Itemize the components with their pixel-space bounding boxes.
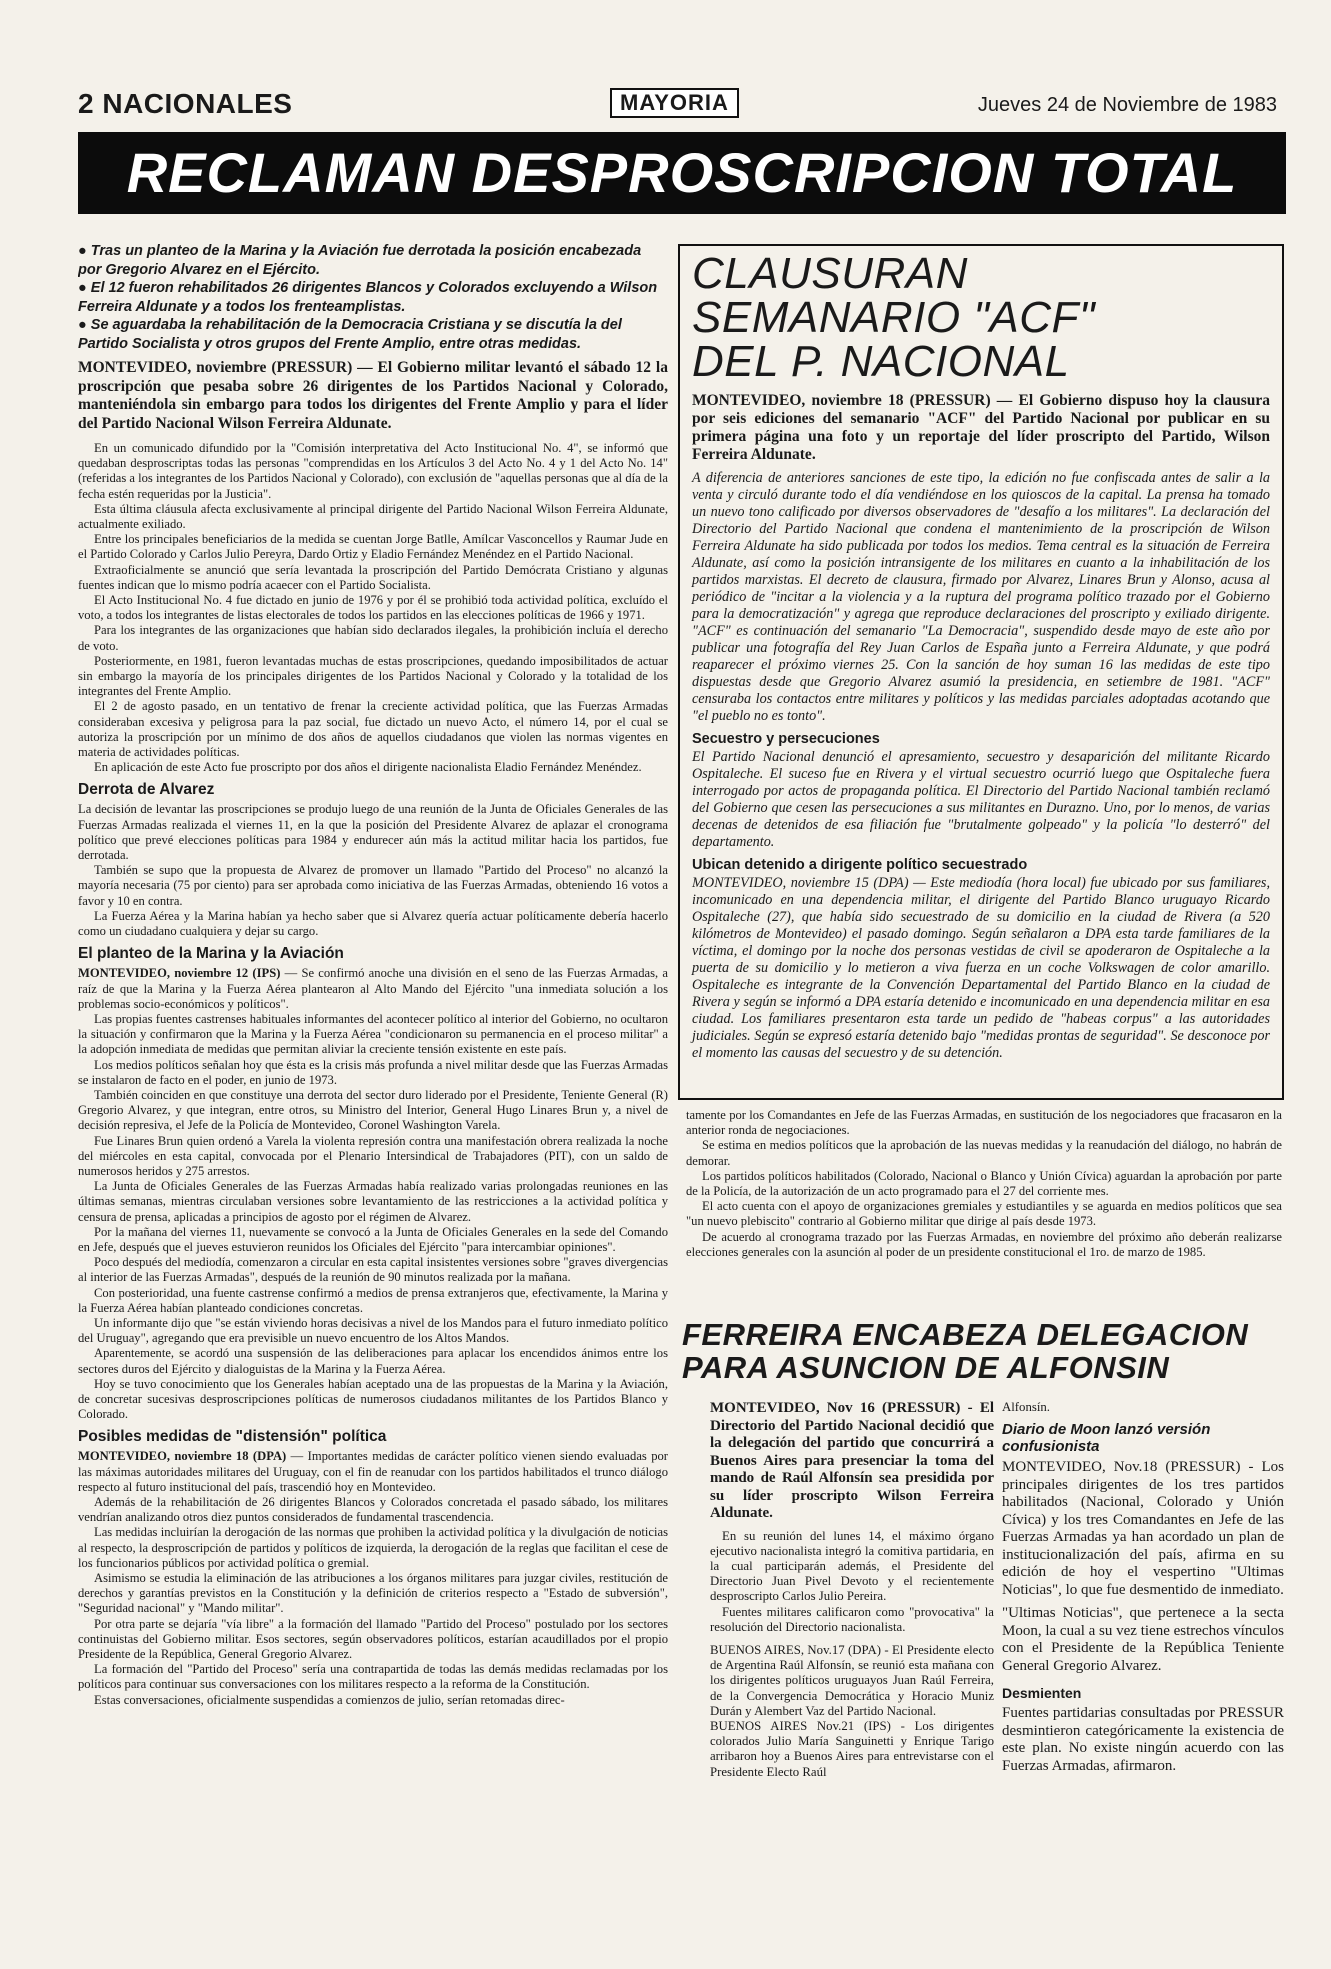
- paragraph: Hoy se tuvo conocimiento que los Generales habían aceptado una de las propuestas de la Marina y la Aviación, de concretar sucesivas desproscripciones políticas de numerosos ciudadanos militantes de los Partidos Blanco y Colorado.: [78, 1376, 668, 1422]
- paragraph: BUENOS AIRES Nov.21 (IPS) - Los dirigentes colorados Julio María Sanguinetti y Enrique Tarigo arribaron hoy a Buenos Aires para entrevistarse con el Presidente Electo Raúl: [710, 1718, 994, 1779]
- paragraph: El Partido Nacional denunció el apresamiento, secuestro y desaparición del militante Ricardo Ospitaleche. El suceso fue en Rivera y el virtual secuestro ocurrió luego que Ospitaleche fuera interrogado por actos de propaganda política. El Directorio del Partido Nacional también reclamó del Gobierno que cesen las persecuciones a sus militantes en Durazno. Uno, por lo menos, de varias decenas de detenidos de esa filiación fue "brutalmente golpeado" y la policía "lo desterró" del departamento.: [692, 749, 1270, 850]
- paragraph: También coinciden en que constituye una derrota del sector duro liderado por el Presidente, Teniente General (R) Gregorio Alvarez, y que integran, entre otros, su Ministro del Interior, General Hugo Linares Brun y, a nivel de decisión represiva, el Jefe de la Policía de Montevideo, Coronel Washington Varela.: [78, 1087, 668, 1133]
- paragraph: Fuentes militares calificaron como "provocativa" la resolución del Directorio nacionalista.: [710, 1604, 994, 1634]
- paragraph: Las propias fuentes castrenses habituales informantes del acontecer político al interior del Gobierno, no ocultaron la situación y confirmaron que la Marina y la Fuerza Aérea "condicionaron su permanencia en el proceso militar" a la adopción inmediata de medidas que permitan aliviar la creciente tensión existente en este país.: [78, 1011, 668, 1057]
- paragraph: Por la mañana del viernes 11, nuevamente se convocó a la Junta de Oficiales Generales en la sede del Comando en Jefe, después que el jueves estuvieron reunidos los Oficiales del Ejército "para intercambiar opiniones".: [78, 1224, 668, 1254]
- paragraph: Estas conversaciones, oficialmente suspendidas a comienzos de julio, serían retomadas direc-: [94, 1692, 565, 1707]
- summary-bullet: ● El 12 fueron rehabilitados 26 dirigentes Blancos y Colorados excluyendo a Wilson Ferreira Aldunate y a todos los frenteamplistas.: [78, 280, 658, 315]
- paragraph: Los medios políticos señalan hoy que ésta es la crisis más profunda a nivel militar desde que las Fuerzas Armadas se instalaron de facto en el poder, en junio de 1973.: [78, 1057, 668, 1087]
- article-continuation: [686, 1108, 1282, 1313]
- paragraph: Para los integrantes de las organizaciones que habían sido declarados ilegales, la prohibición incluía el derecho de voto.: [78, 623, 668, 653]
- banner-headline: RECLAMAN DESPROSCRIPCION TOTAL: [126, 141, 1238, 204]
- paragraph: En su reunión del lunes 14, el máximo órgano ejecutivo nacionalista integró la comitiva partidaria, en la cual participarán además, el Presidente del Directorio Juan Pivel Devoto y el recientemente desproscripto Carlos Julio Pereira.: [710, 1528, 994, 1604]
- bullet-icon: ●: [78, 317, 91, 333]
- acf-headline: CLAUSURAN SEMANARIO "ACF" DEL P. NACIONAL: [692, 249, 1096, 386]
- acf-lead: MONTEVIDEO, noviembre 18 (PRESSUR) — El Gobierno dispuso hoy la clausura por seis ediciones del semanario "ACF" del Partido Nacional por publicar en su primera página una foto y un reportaje del líder proscripto del Partido, Wilson Ferreira Aldunate.: [692, 392, 1270, 463]
- main-article: [78, 242, 668, 1932]
- paragraph: "Ultimas Noticias", que pertenece a la secta Moon, la cual a su vez tiene estrechos vínculos con el Presidente de la República Teniente General Gregorio Alvarez.: [1002, 1605, 1284, 1674]
- paragraph: La formación del "Partido del Proceso" sería una contrapartida de todas las demás medidas reclamadas por los políticos para continuar sus conversaciones con los militares respecto a la reforma de la Constitución.: [78, 1662, 668, 1692]
- subhead: Secuestro y persecuciones: [692, 731, 880, 747]
- paragraph: Con posterioridad, una fuente castrense confirmó a medios de prensa extranjeros que, efectivamente, la Marina y la Fuerza Aérea habían planteado condiciones concretas.: [78, 1285, 668, 1315]
- ferreira-column-1: [710, 1400, 994, 1930]
- paragraph: El Acto Institucional No. 4 fue dictado en junio de 1976 y por él se prohibió toda actividad política, excluído el voto, a todos los integrantes de listas electorales de todos los partidos en las elecciones políticas de 1966 y 1971.: [78, 593, 668, 623]
- subhead: Posibles medidas de "distensión" política: [78, 1428, 387, 1446]
- paragraph: En un comunicado difundido por la "Comisión interpretativa del Acto Institucional No. 4", se informó que quedaban desproscriptas todas las personas "comprendidas en los Artículos 3 del Acto No. 4 y 1 del Acto No. 14" (referidas a los integrantes de los Partidos Nacional y Colorado), con exclusión de "aquellas personas que al día de la fecha estén requeridas por la Justicia".: [78, 441, 668, 501]
- paragraph: Poco después del mediodía, comenzaron a circular en esta capital insistentes versiones sobre "graves divergencias al interior de las Fuerzas Armadas", después de la reunión de 90 minutos realizada por la mañana.: [78, 1255, 668, 1285]
- paragraph: La decisión de levantar las proscripciones se produjo luego de una reunión de la Junta de Oficiales Generales de las Fuerzas Armadas realizada el viernes 11, en la que la posición del Presidente Alvarez de aplazar el cronograma político que prevé elecciones políticas para 1984 y endurecer aún más la actitud militar hacia los partidos, fue derrotada.: [78, 802, 668, 863]
- subhead: Ubican detenido a dirigente político secuestrado: [692, 857, 1028, 873]
- paragraph: El 2 de agosto pasado, en un tentativo de frenar la creciente actividad política, que las Fuerzas Armadas consideraban excesiva y peligrosa para la paz social, fue dictado un nuevo Acto, el número 14, por el cual se autoriza la proscripción por un mínimo de dos años de aquellos ciudadanos que violen las normas vigentes en materia de actividades políticas.: [78, 699, 668, 760]
- paragraph: tamente por los Comandantes en Jefe de las Fuerzas Armadas, en sustitución de los negociadores que fracasaron en la anterior ronda de negociaciones.: [686, 1108, 1282, 1138]
- subhead: Derrota de Alvarez: [78, 781, 215, 799]
- paragraph: MONTEVIDEO, noviembre 18 (DPA) — Importantes medidas de carácter político vienen siendo evaluadas por las máximas autoridades militares del Uruguay, con el fin de reanudar con los partidos habilitados el trunco diálogo respecto al futuro institucional del país, trascendió hoy en Montevideo.: [78, 1449, 668, 1494]
- section-label: 2 NACIONALES: [78, 88, 293, 119]
- banner: [78, 132, 1286, 214]
- bullet-icon: ●: [78, 280, 91, 296]
- paragraph: Los partidos políticos habilitados (Colorado, Nacional o Blanco y Unión Cívica) aguardan la aprobación por parte de la Policía, de la autorización de un acto programado para el 27 del corriente mes.: [686, 1168, 1282, 1199]
- paragraph: Alfonsín.: [1002, 1400, 1050, 1414]
- paragraph: También se supo que la propuesta de Alvarez de promover un llamado "Partido del Proceso" no alcanzó la mayoría necesaria (75 por ciento) para ser aprobada como iniciativa de las Fuerzas Armadas, obteniendo 16 votos a favor y 10 en contra.: [78, 863, 668, 908]
- subhead: Desmienten: [1002, 1685, 1082, 1702]
- paragraph: MONTEVIDEO, noviembre 15 (DPA) — Este mediodía (hora local) fue ubicado por sus familiares, incomunicado en una dependencia militar, el dirigente del Partido Blanco uruguayo Ricardo Ospitaleche (27), que había sido secuestrado de su domicilio en la ciudad de Rivera (a 520 kilómetros de Montevideo) el pasado domingo. Según señalaron a DPA esta tarde familiares de la víctima, el domingo por la noche dos personas vestidas de civil se apoderaron de Ospitaleche a la puerta de su domicilio y lo metieron a viva fuerza en un coche Volkswagen de color amarillo. Ospitaleche es integrante de la Convención Departamental del Partido Blanco en la ciudad de Rivera y según se informó a DPA estaría detenido e incomunicado en una dependencia militar en esa ciudad. Los familiares presentaron esta tarde un pedido de "habeas corpus" a las autoridades judiciales. Según se expresó estaría detenido bajo "medidas prontas de seguridad". Se desconoce por el momento las causas del secuestro y de su detención.: [692, 875, 1270, 1061]
- acf-body: [692, 470, 1270, 1062]
- summary-bullets: [78, 242, 668, 353]
- article-lead: MONTEVIDEO, noviembre (PRESSUR) — El Gobierno militar levantó el sábado 12 la proscripción que pesaba sobre 26 dirigentes de los Partidos Nacional y Colorado, manteniéndola sin embargo para todos los dirigentes del Frente Amplio y para el líder del Partido Nacional Wilson Ferreira Aldunate.: [78, 359, 668, 432]
- paragraph: Esta última cláusula afecta exclusivamente al principal dirigente del Partido Nacional Wilson Ferreira Aldunate, actualmente exiliado.: [78, 501, 668, 532]
- paragraph: De acuerdo al cronograma trazado por las Fuerzas Armadas, en noviembre del próximo año deberán realizarse elecciones generales con la asunción al poder de un presidente constitucional el 1ro. de marzo de 1985.: [686, 1229, 1282, 1259]
- paragraph: Asimismo se estudia la eliminación de las atribuciones a los órganos militares para juzgar civiles, restitución de derechos y garantías previstos en la Constitución y la definición de criterios respecto a "Estado de subversión", "Seguridad nacional" y "Mando militar".: [78, 1571, 668, 1616]
- paragraph: Entre los principales beneficiarios de la medida se cuentan Jorge Batlle, Amílcar Vasconcellos y Raumar Jude en el Partido Colorado y Carlos Julio Pereyra, Dardo Ortiz y Eladio Fernández Menéndez en el Partido Nacional.: [78, 532, 668, 562]
- acf-article-box: [678, 244, 1284, 1100]
- paragraph: La Junta de Oficiales Generales de las Fuerzas Armadas había realizado varias prolongadas reuniones en las últimas semanas, mientras circulaban versiones sobre levantamiento de las restricciones a la actividad política y censura de prensa, aplicadas a principios de agosto por el régimen de Alvarez.: [78, 1179, 668, 1224]
- issue-date: Jueves 24 de Noviembre de 1983: [977, 94, 1277, 116]
- paragraph: Aparentemente, se acordó una suspensión de las deliberaciones para aplacar los encendidos ánimos entre los sectores duros del Ejército y dialoguistas de la Marina y la Fuerza Aérea.: [78, 1346, 668, 1376]
- masthead: [70, 88, 1285, 128]
- dateline: MONTEVIDEO, noviembre 18 (DPA): [78, 1449, 287, 1464]
- ferreira-headline: FERREIRA ENCABEZA DELEGACION PARA ASUNCION DE ALFONSIN: [682, 1317, 1249, 1385]
- summary-bullet: ● Tras un planteo de la Marina y la Aviación fue derrotada la posición encabezada por Gregorio Alvarez en el Ejército.: [78, 243, 642, 278]
- paragraph: Se estima en medios políticos que la aprobación de las nuevas medidas y la reanudación del diálogo, no habrán de demorar.: [686, 1138, 1282, 1168]
- paragraph: La Fuerza Aérea y la Marina habían ya hecho saber que si Alvarez quería actuar políticamente debería hacerlo como un ciudadano cualquiera y dejar su cargo.: [78, 908, 668, 939]
- subhead: Diario de Moon lanzó versión confusionista: [1002, 1421, 1211, 1456]
- paragraph: Fue Linares Brun quien ordenó a Varela la violenta represión contra una manifestación obrera realizada la noche del miércoles en esta capital, convocada por el Plenario Intersindical de Trabajadores (PIT), con un saldo de numerosos heridos y 275 arrestos.: [78, 1133, 668, 1178]
- paragraph: Un informante dijo que "se están viviendo horas decisivas a nivel de los Mandos para el futuro inmediato político del Uruguay", agregando que era previsible un nuevo encuentro de los Altos Mandos.: [78, 1315, 668, 1346]
- paragraph: MONTEVIDEO, noviembre 12 (IPS) — Se confirmó anoche una división en el seno de las Fuerzas Armadas, a raíz de que la Marina y la Fuerza Aérea plantearon al Alto Mando del Ejército "una inmediata solución a los problemas socio-económicos y políticos".: [78, 966, 668, 1011]
- paragraph: Extraoficialmente se anunció que sería levantada la proscripción del Partido Demócrata Cristiano y algunas fuentes indican que lo mismo podría acaecer con el Partido Socialista.: [78, 562, 668, 592]
- article-body: [78, 441, 668, 1708]
- newspaper-page: [70, 70, 1285, 1940]
- paragraph: A diferencia de anteriores sanciones de este tipo, la edición no fue confiscada antes de salir a la venta y circuló durante todo el día vendiéndose en los quioscos de la capital. La prensa ha tomado un nuevo tono calificado por diversos observadores de "desafío a los militares". La declaración del Directorio del Partido Nacional que condena el mantenimiento de la proscripción de Wilson Ferreira Aldunate ha sido publicada por todos los medios. Tema central es la situación de Ferreira Aldunate, así como la posición intransigente de los militares en cuanto a la inhabilitación de los partidos marxistas. El decreto de clausura, firmado por Alvarez, Linares Brun y Alonso, acusa al periódico de "incitar a la violencia y a la ruptura del programa político trazado por el Gobierno para la democratización" y agrega que reproduce declaraciones del proscripto y exiliado dirigente. "ACF" es continuación del semanario "La Democracia", suspendido desde mayo de este año por publicar una fotografía del Rey Juan Carlos de España junto a Ferreira Aldunate, y que podrá reaparecer el próximo viernes 25. Con la sanción de hoy suman 16 las medidas de este tipo dispuestas desde que Gregorio Alvarez asumió la presidencia, en setiembre de 1981. "ACF" censuraba los contactos entre militares y políticos y las medidas parciales adoptadas acotando que "el pueblo no es tonto".: [692, 470, 1270, 724]
- paragraph: Fuentes partidarias consultadas por PRESSUR desmintieron categóricamente la existencia de este plan. No existe ningún acuerdo con las Fuerzas Armadas, afirmaron.: [1002, 1705, 1284, 1774]
- ferreira-column-2: [1002, 1400, 1284, 1930]
- paragraph: En aplicación de este Acto fue proscripto por dos años el dirigente nacionalista Eladio Fernández Menéndez.: [94, 760, 642, 775]
- paragraph: MONTEVIDEO, Nov.18 (PRESSUR) - Los principales dirigentes de los tres partidos habilitados (Nacional, Colorado y Unión Cívica) y los tres Comandantes en Jefe de las Fuerzas Armadas ya han acordado un plan de institucionalización del país, afirma en su edición de hoy el vespertino "Ultimas Noticias", lo que fue desmentido de inmediato.: [1002, 1459, 1284, 1598]
- newspaper-logo: MAYORIA: [610, 88, 739, 118]
- paragraph: BUENOS AIRES, Nov.17 (DPA) - El Presidente electo de Argentina Raúl Alfonsín, se reunió esta mañana con los dirigentes políticos uruguayos Juan Raúl Ferreira, de la Convergencia Democrática y Horacio Muniz Durán y Alembert Vaz del Partido Nacional.: [710, 1642, 994, 1718]
- paragraph: Las medidas incluirían la derogación de las normas que prohiben la actividad política y la divulgación de noticias al respecto, la desproscripción de partidos y políticos de izquierda, la derogación de la reglas que facilitan el cese de los funcionarios públicos por actividad política o gremial.: [78, 1525, 668, 1570]
- dateline: MONTEVIDEO, noviembre 12 (IPS): [78, 966, 281, 981]
- paragraph: El acto cuenta con el apoyo de organizaciones gremiales y estudiantiles y se aguarda en medios políticos que sea "un nuevo plebiscito" contrario al Gobierno militar que dirige al país desde 1973.: [686, 1199, 1282, 1229]
- paragraph: Por otra parte se dejaría "vía libre" a la formación del llamado "Partido del Proceso" postulado por los sectores continuistas del Gobierno militar. Esos sectores, según observadores políticos, estarían acaudillados por el propio Presidente de la República, General Gregorio Alvarez.: [78, 1616, 668, 1662]
- summary-bullet: ● Se aguardaba la rehabilitación de la Democracia Cristiana y se discutía la del Partido Socialista y otros grupos del Frente Amplio, entre otras medidas.: [78, 317, 622, 352]
- ferreira-lead: MONTEVIDEO, Nov 16 (PRESSUR) - El Directorio del Partido Nacional decidió que la delegación del partido que concurrirá a Buenos Aires para presenciar la toma del mando de Raúl Alfonsín sea presidida por su líder proscripto Wilson Ferreira Aldunate.: [710, 1400, 994, 1521]
- paragraph: Además de la rehabilitación de 26 dirigentes Blancos y Colorados concretada el pasado sábado, los militares vendrían analizando otros diez puntos considerados de fundamental trascendencia.: [78, 1495, 668, 1525]
- subhead: El planteo de la Marina y la Aviación: [78, 945, 344, 963]
- bullet-icon: ●: [78, 243, 91, 259]
- paragraph: Posteriormente, en 1981, fueron levantadas muchas de estas proscripciones, quedando imposibilitados de actuar sin embargo la mayoría de los principales dirigentes de los Partidos Nacional y Colorado y la totalidad de los integrantes del Frente Amplio.: [78, 653, 668, 699]
